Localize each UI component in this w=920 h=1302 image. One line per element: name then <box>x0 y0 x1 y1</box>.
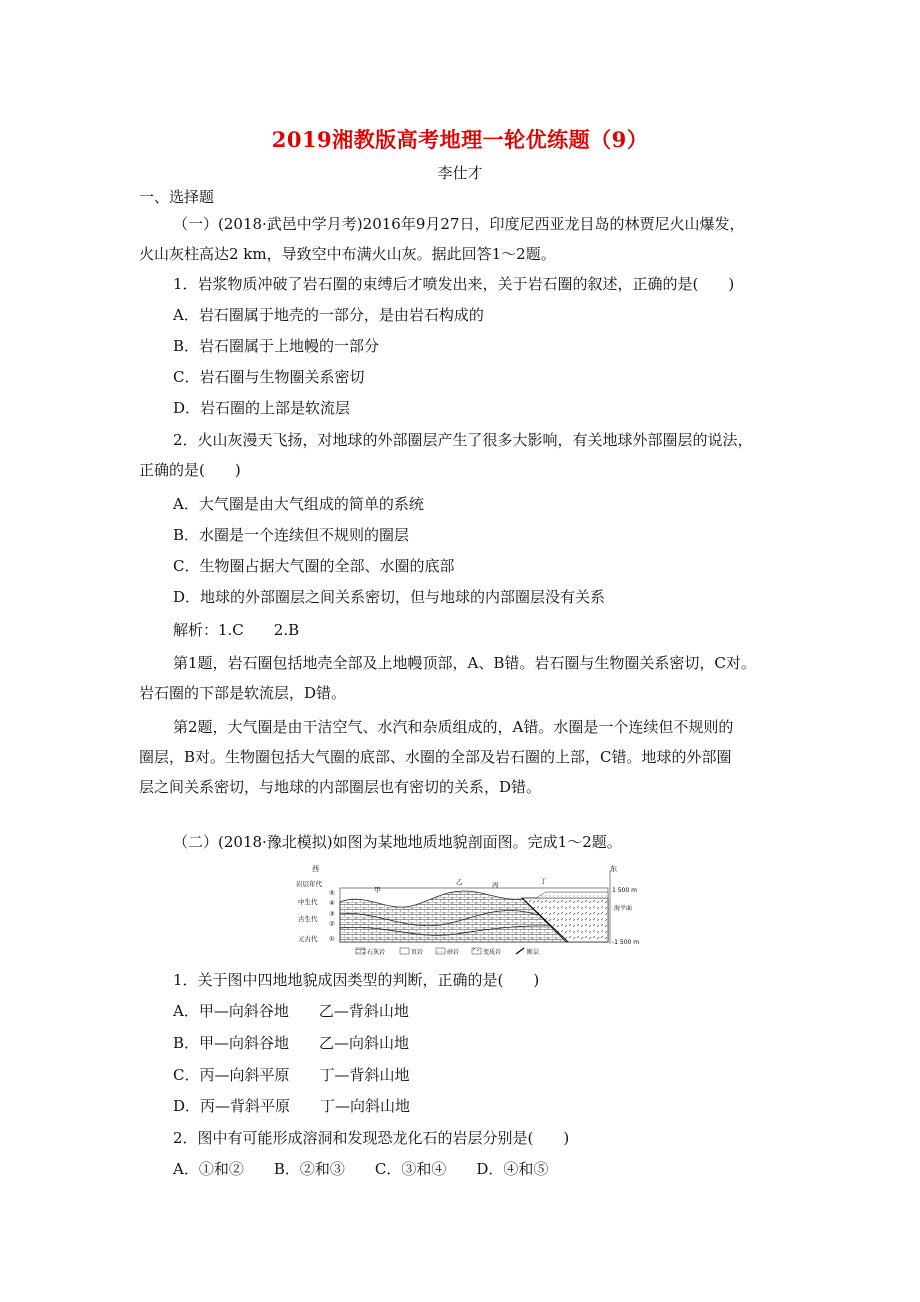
part1-answer: 解析：1.C 2.B <box>173 621 300 639</box>
figure-east-label: 东 <box>610 865 617 873</box>
part1-explanation-2-line2: 圈层，B对。生物圈包括大气圈的底部、水圈的全部及岩石圈的上部，C错。地球的外部圈 <box>139 748 732 766</box>
sea-level-label: 海平面 <box>614 905 633 912</box>
part2-question-1: 1．关于图中四地地貌成因类型的判断，正确的是( ) <box>173 971 540 989</box>
location-ding-label: 丁 <box>540 877 547 885</box>
part2-q1-option-a: A．甲—向斜谷地 乙—背斜山地 <box>173 1002 409 1020</box>
part2-q1-option-c: C．丙—向斜平原 丁—背斜山地 <box>173 1066 410 1084</box>
part1-q1-option-b: B．岩石圈属于上地幔的一部分 <box>173 337 380 355</box>
stratum-5-label: ⑤ <box>329 889 335 897</box>
legend-limestone-label: 石灰岩 <box>367 949 386 956</box>
part1-q2-option-c: C．生物圈占据大气圈的全部、水圈的底部 <box>173 557 455 575</box>
part1-q1-option-a: A．岩石圈属于地壳的一部分，是由岩石构成的 <box>173 306 484 324</box>
part1-explanation-1-line2: 岩石圈的下部是软流层，D错。 <box>139 684 347 702</box>
part1-q2-option-d: D．地球的外部圈层之间关系密切，但与地球的内部圈层没有关系 <box>173 588 606 606</box>
part2-intro: （二）(2018·豫北模拟)如图为某地地质地貌剖面图。完成1～2题。 <box>173 833 622 851</box>
part1-question-2-line1: 2．火山灰漫天飞扬，对地球的外部圈层产生了很多大影响，有关地球外部圈层的说法， <box>173 431 753 449</box>
part1-explanation-1-line1: 第1题，岩石圈包括地壳全部及上地幔顶部，A、B错。岩石圈与生物圈关系密切，C对。 <box>173 654 756 672</box>
part1-question-2-line2: 正确的是( ) <box>139 461 241 479</box>
location-yi-label: 乙 <box>456 878 463 886</box>
figure-era-proterozoic: 元古代 <box>298 935 318 943</box>
part1-intro-line1: （一）(2018·武邑中学月考)2016年9月27日，印度尼西亚龙目岛的林贾尼火山爆发， <box>173 215 745 233</box>
part2-q1-option-d: D．丙—背斜平原 丁—向斜山地 <box>173 1097 411 1115</box>
legend-fault-swatch <box>516 948 524 954</box>
legend-metamorphic-swatch <box>472 948 481 954</box>
legend-metamorphic-label: 变质岩 <box>483 949 502 956</box>
geologic-profile-figure <box>296 862 660 957</box>
part1-q2-option-a: A．大气圈是由大气组成的简单的系统 <box>173 495 424 513</box>
elevation-top-label: 1 500 m <box>612 887 637 894</box>
location-jia-label: 甲 <box>374 886 381 894</box>
sandstone-cap <box>536 892 608 898</box>
legend-sandstone-swatch <box>436 948 445 954</box>
part2-q1-option-b: B．甲—向斜谷地 乙—向斜山地 <box>173 1034 410 1052</box>
legend-fault-label: 断层 <box>527 949 540 956</box>
part1-q1-option-d: D．岩石圈的上部是软流层 <box>173 399 351 417</box>
author-name: 李仕才 <box>437 164 483 182</box>
stratum-4-label: ④ <box>329 899 335 907</box>
figure-era-paleozoic: 古生代 <box>298 915 318 923</box>
part1-explanation-2-line1: 第2题，大气圈是由干洁空气、水汽和杂质组成的，A错。水圈是一个连续但不规则的 <box>173 718 734 736</box>
part2-question-2: 2．图中有可能形成溶洞和发现恐龙化石的岩层分别是( ) <box>173 1129 570 1147</box>
stratum-3-label: ③ <box>329 910 335 918</box>
part1-q1-option-c: C．岩石圈与生物圈关系密切 <box>173 368 365 386</box>
section-heading: 一、选择题 <box>139 188 215 206</box>
part2-q2-options: A．①和② B．②和③ C．③和④ D．④和⑤ <box>173 1160 549 1178</box>
legend-limestone-swatch <box>356 948 365 954</box>
elevation-bottom-label: -1 500 m <box>612 939 640 946</box>
stratum-1-label: ① <box>329 935 335 943</box>
part1-question-1: 1．岩浆物质冲破了岩石圈的束缚后才喷发出来，关于岩石圈的叙述，正确的是( ) <box>173 275 735 293</box>
part1-intro-line2: 火山灰柱高达2 km，导致空中布满火山灰。据此回答1～2题。 <box>139 245 556 263</box>
figure-era-header: 岩层年代 <box>296 880 322 888</box>
legend-shale-swatch <box>400 948 409 954</box>
stratum-2-label: ② <box>329 920 335 928</box>
legend-sandstone-label: 砂岩 <box>447 949 460 956</box>
legend-shale-label: 页岩 <box>411 949 424 956</box>
part1-explanation-2-line3: 层之间关系密切，与地球的内部圈层也有密切的关系，D错。 <box>139 778 542 796</box>
part1-q2-option-b: B．水圈是一个连续但不规则的圈层 <box>173 526 410 544</box>
document-title: 2019湘教版高考地理一轮优练题（9） <box>271 127 649 152</box>
location-bing-label: 丙 <box>492 881 499 889</box>
figure-west-label: 西 <box>312 865 319 873</box>
figure-era-mesozoic: 中生代 <box>298 898 318 906</box>
